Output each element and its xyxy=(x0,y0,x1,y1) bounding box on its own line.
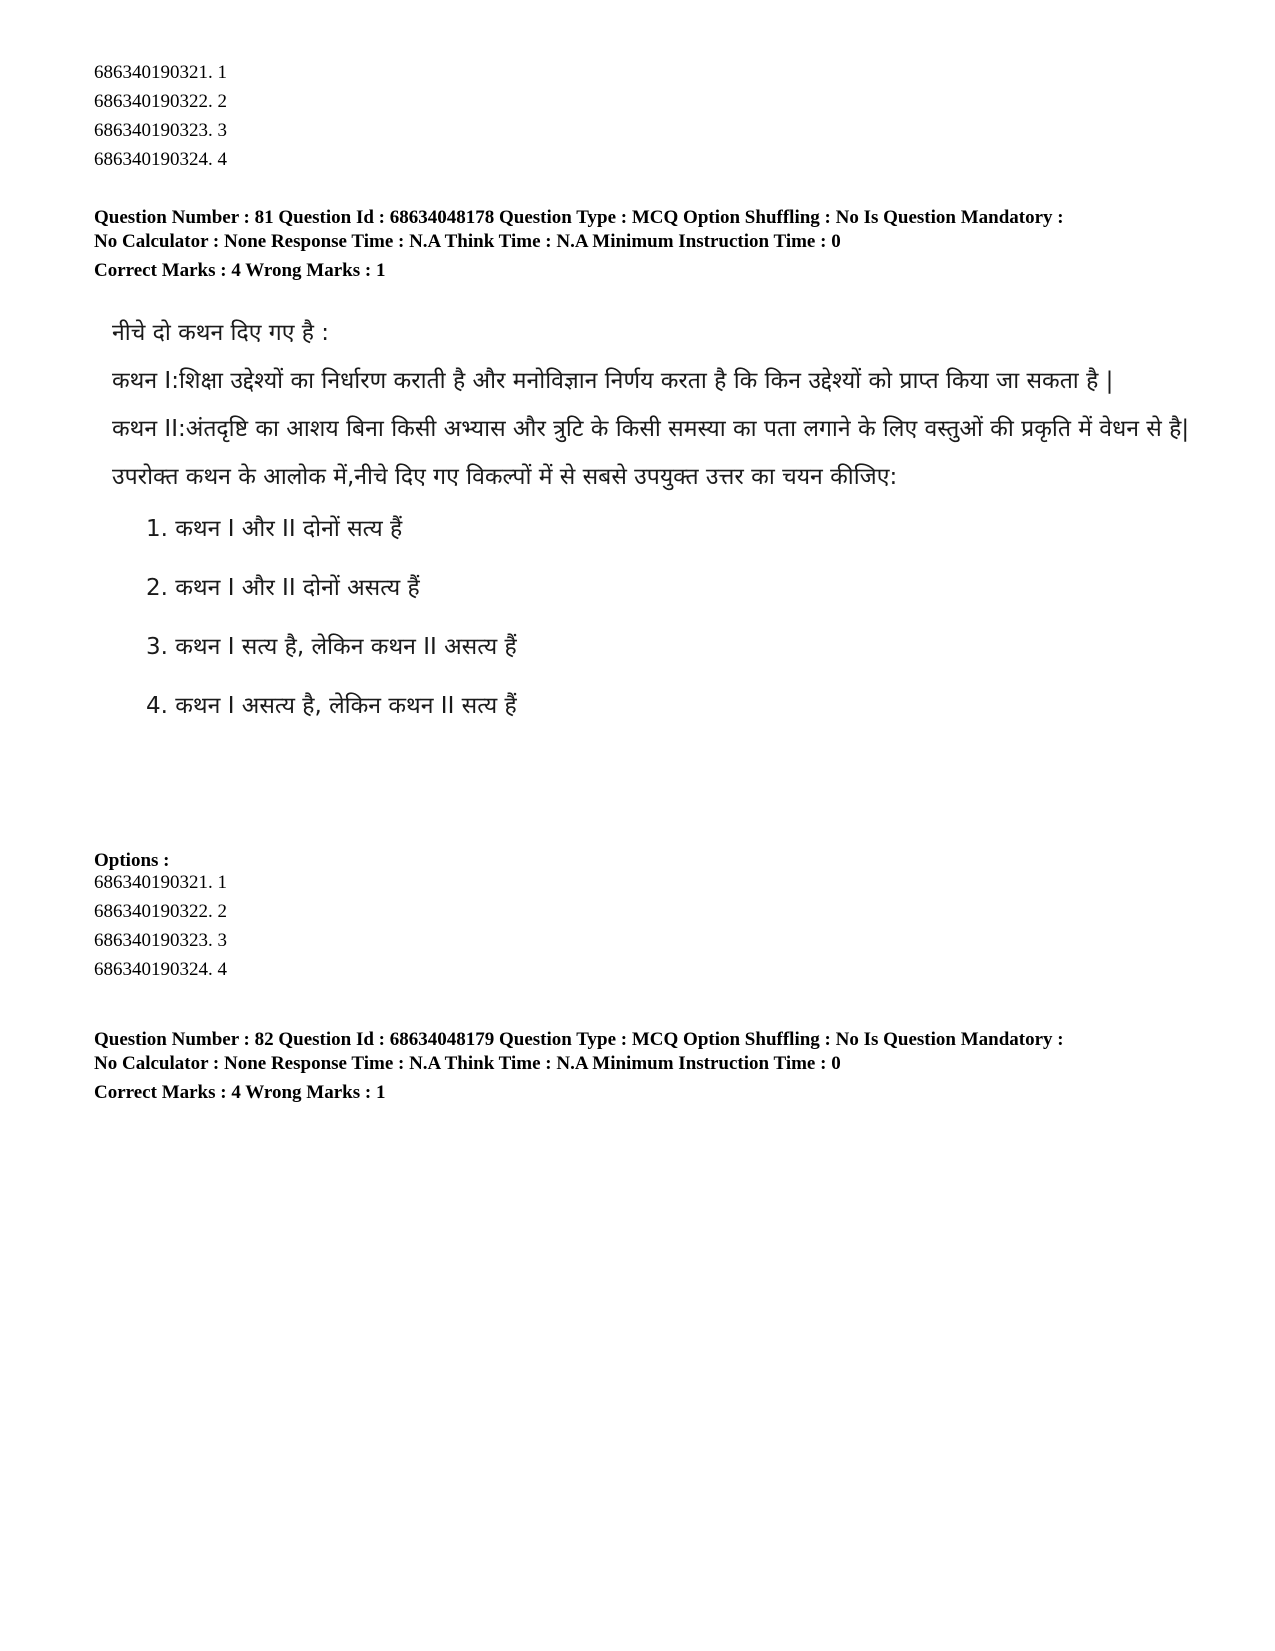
question-intro: नीचे दो कथन दिए गए है : xyxy=(112,320,330,346)
option-item: 686340190323. 3 xyxy=(94,930,227,951)
option-item: 686340190324. 4 xyxy=(94,959,227,980)
question-meta-line: Question Number : 82 Question Id : 68634048179 Question Type : MCQ Option Shuffling : No Is Question Mandatory : xyxy=(94,1029,1064,1050)
question-81-image xyxy=(112,316,1202,836)
question-82-meta xyxy=(94,1028,1204,1105)
question-marks: Correct Marks : 4 Wrong Marks : 1 xyxy=(94,260,386,281)
answer-choice: 2. कथन I और II दोनों असत्य हैं xyxy=(146,575,420,601)
option-item: 686340190324. 4 xyxy=(94,149,227,170)
question-meta-line: No Calculator : None Response Time : N.A Think Time : N.A Minimum Instruction Time : 0 xyxy=(94,1053,841,1074)
question-meta-line: No Calculator : None Response Time : N.A Think Time : N.A Minimum Instruction Time : 0 xyxy=(94,231,841,252)
question-marks: Correct Marks : 4 Wrong Marks : 1 xyxy=(94,1082,386,1103)
option-item: 686340190323. 3 xyxy=(94,120,227,141)
statement-1: कथन I:शिक्षा उद्देश्यों का निर्धारण कराती है और मनोविज्ञान निर्णय करता है कि किन उद्देश्यों को प्राप्त किया जा सकता है | xyxy=(112,368,1114,394)
option-item: 686340190321. 1 xyxy=(94,62,227,83)
option-item: 686340190322. 2 xyxy=(94,91,227,112)
option-item: 686340190321. 1 xyxy=(94,872,227,893)
previous-options-list xyxy=(94,58,227,174)
answer-choices xyxy=(146,512,1202,748)
answer-choice: 3. कथन I सत्य है, लेकिन कथन II असत्य हैं xyxy=(146,634,517,660)
option-item: 686340190322. 2 xyxy=(94,901,227,922)
question-meta-line: Question Number : 81 Question Id : 68634048178 Question Type : MCQ Option Shuffling : No Is Question Mandatory : xyxy=(94,207,1064,228)
question-81-meta xyxy=(94,206,1204,283)
question-instruction: उपरोक्त कथन के आलोक में,नीचे दिए गए विकल्पों में से सबसे उपयुक्त उत्तर का चयन कीजिए: xyxy=(112,464,898,490)
statement-2: कथन II:अंतदृष्टि का आशय बिना किसी अभ्यास और त्रुटि के किसी समस्या का पता लगाने के लिए वस्तुओं की प्रकृति में वेधन से है| xyxy=(112,416,1190,442)
question-81-options-list xyxy=(94,868,227,984)
answer-choice: 4. कथन I असत्य है, लेकिन कथन II सत्य हैं xyxy=(146,693,517,719)
answer-choice: 1. कथन I और II दोनों सत्य हैं xyxy=(146,516,403,542)
options-label: Options : xyxy=(94,850,170,871)
